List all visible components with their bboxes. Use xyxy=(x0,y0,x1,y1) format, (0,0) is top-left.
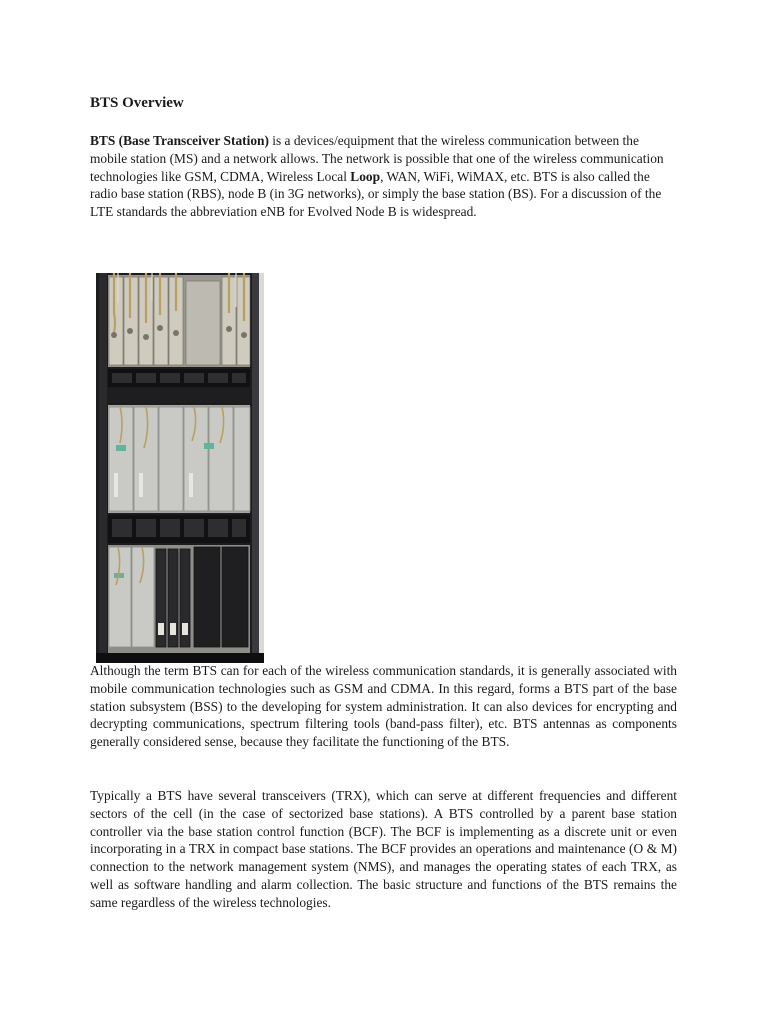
intro-text-a: is a devices/equipment that the wireless communication between the mobile station (MS) and a network allows. The network is possible that one of the wireless communication technologies like GSM, CDMA, Wireless Local xyxy=(90,133,664,184)
loop-term: Loop xyxy=(350,168,381,184)
bts-term: BTS (Base Transceiver Station) xyxy=(90,133,269,148)
page-title: BTS Overview xyxy=(90,95,184,111)
bts-equipment-photo xyxy=(94,273,266,663)
structure-paragraph: Typically a BTS have several transceivers (TRX), which can serve at different frequencies and different sectors of the cell (in the case of sectorized base stations). A BTS controlled by a parent base station controller via the base station control function (BCF). The BCF is implementing as a discrete unit or even incorporating in a TRX in compact base stations. The BCF provides an operations and maintenance (O & M) connection to the network management system (NMS), and manages the operating states of each TRX, as well as software handling and alarm collection. The basic structure and functions of the BTS remains the same regardless of the wireless technologies. xyxy=(90,788,677,910)
usage-paragraph: Although the term BTS can for each of the wireless communication standards, it is generally associated with mobile communication technologies such as GSM and CDMA. In this regard, forms a BTS part of the base station subsystem (BSS) to the developing for system administration. It can also devices for encrypting and decrypting communications, spectrum filtering tools (band-pass filter), etc. BTS antennas as components generally considered sense, because they facilitate the functioning of the BTS. xyxy=(90,663,677,750)
intro-paragraph xyxy=(90,132,677,221)
intro-text-b: , WAN, WiFi, WiMAX, etc. BTS is also called the radio base station (RBS), node B (in 3G networks), or simply the base station (BS). For a discussion of the LTE standards the abbreviation eNB for Evolved Node B is widespread. xyxy=(90,168,662,220)
